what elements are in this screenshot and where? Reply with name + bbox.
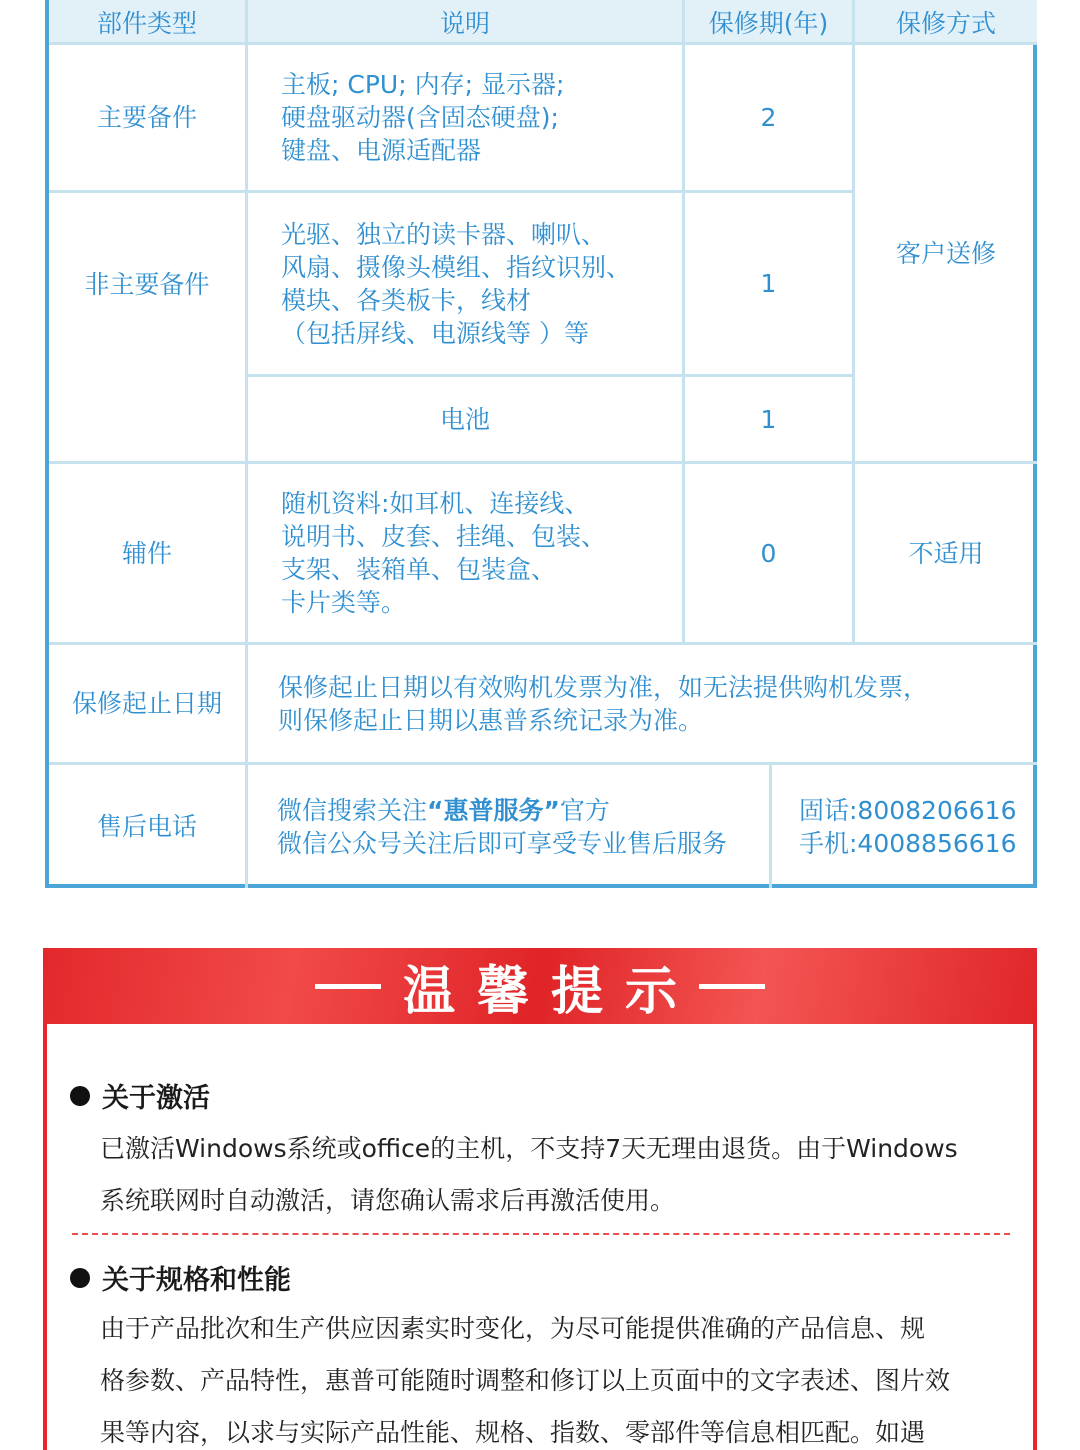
bullet-icon <box>70 1268 90 1288</box>
warm-tips-title: 温馨提示 <box>402 961 699 1022</box>
accessories-label: 辅件 <box>121 538 172 568</box>
accessories-method: 不适用 <box>908 538 984 568</box>
tip-heading-text: 关于激活 <box>102 1083 210 1114</box>
tip-heading-specs <box>70 1258 291 1297</box>
description-line: 硬盘驱动器(含固态硬盘); <box>281 103 559 132</box>
wechat-suffix: 官方 <box>559 795 610 825</box>
warranty-method-main: 客户送修 <box>895 238 996 268</box>
description-line: 则保修起止日期以惠普系统记录为准。 <box>278 705 704 735</box>
tip-line: 系统联网时自动激活，请您确认需求后再激活使用。 <box>100 1186 676 1215</box>
tip-body-specs <box>100 1303 1030 1450</box>
main-parts-label: 主要备件 <box>96 103 197 132</box>
wechat-line-2: 微信公众号关注后即可享受专业售后服务 <box>277 828 728 858</box>
landline-number: 固话:8008206616 <box>799 795 1017 825</box>
bullet-icon <box>70 1086 90 1106</box>
description-line: 说明书、皮套、挂绳、包装、 <box>281 522 607 551</box>
wechat-service-text <box>277 765 769 888</box>
banner-dash-right <box>699 984 765 989</box>
header-warranty-method: 保修方式 <box>855 0 1037 42</box>
tip-line: 由于产品批次和生产供应因素实时变化，为尽可能提供准确的产品信息、规 <box>100 1314 926 1343</box>
section-divider <box>72 1233 1010 1235</box>
tip-line: 已激活Windows系统或office的主机，不支持7天无理由退货。由于Windows <box>100 1134 958 1163</box>
description-line: 支架、装箱单、包装盒、 <box>281 555 557 584</box>
warm-tips-banner <box>43 948 1037 1024</box>
description-line: 保修起止日期以有效购机发票为准，如无法提供购机发票， <box>278 672 929 702</box>
main-parts-period: 2 <box>760 103 777 132</box>
non-main-parts-label: 非主要备件 <box>84 269 210 299</box>
warranty-dates-label: 保修起止日期 <box>71 689 222 718</box>
tip-line: 格参数、产品特性，惠普可能随时调整和修订以上页面中的文字表述、图片效 <box>100 1366 951 1395</box>
header-description: 说明 <box>248 0 682 42</box>
description-line: 风扇、摄像头模组、指纹识别、 <box>281 252 632 282</box>
non-main-parts-description <box>281 193 681 374</box>
description-line: 光驱、独立的读卡器、喇叭、 <box>281 219 607 249</box>
warranty-dates-text <box>278 645 1034 762</box>
banner-dash-left <box>315 984 381 989</box>
description-line: 随机资料:如耳机、连接线、 <box>281 489 590 518</box>
tip-body-activation <box>100 1123 1030 1227</box>
non-main-parts-period: 1 <box>760 269 777 298</box>
warranty-table <box>45 0 1037 888</box>
tip-heading-activation <box>70 1076 210 1115</box>
battery-description: 电池 <box>439 404 490 434</box>
description-line: 模块、各类板卡，线材 <box>281 285 532 315</box>
description-line: 卡片类等。 <box>281 588 407 617</box>
grid-line <box>769 765 772 888</box>
accessories-period: 0 <box>760 538 777 568</box>
battery-period: 1 <box>760 404 777 434</box>
description-line: （包括屏线、电源线等 ）等 <box>281 318 589 348</box>
mobile-number: 手机:4008856616 <box>799 828 1017 858</box>
wechat-prefix: 微信搜索关注 <box>277 795 428 825</box>
description-line: 主板; CPU; 内存; 显示器; <box>281 70 565 99</box>
tip-line: 果等内容，以求与实际产品性能、规格、指数、零部件等信息相匹配。如遇 <box>100 1418 926 1447</box>
description-line: 键盘、电源适配器 <box>281 136 482 165</box>
wechat-account-name: “惠普服务” <box>427 795 560 825</box>
tip-heading-text: 关于规格和性能 <box>102 1265 291 1296</box>
header-warranty-period: 保修期(年) <box>685 0 852 42</box>
service-phone-label: 售后电话 <box>96 812 197 841</box>
header-part-type: 部件类型 <box>49 0 245 42</box>
main-parts-description <box>281 45 681 190</box>
phone-numbers <box>799 765 1037 888</box>
accessories-description <box>281 464 681 642</box>
wechat-line-1 <box>277 794 610 827</box>
